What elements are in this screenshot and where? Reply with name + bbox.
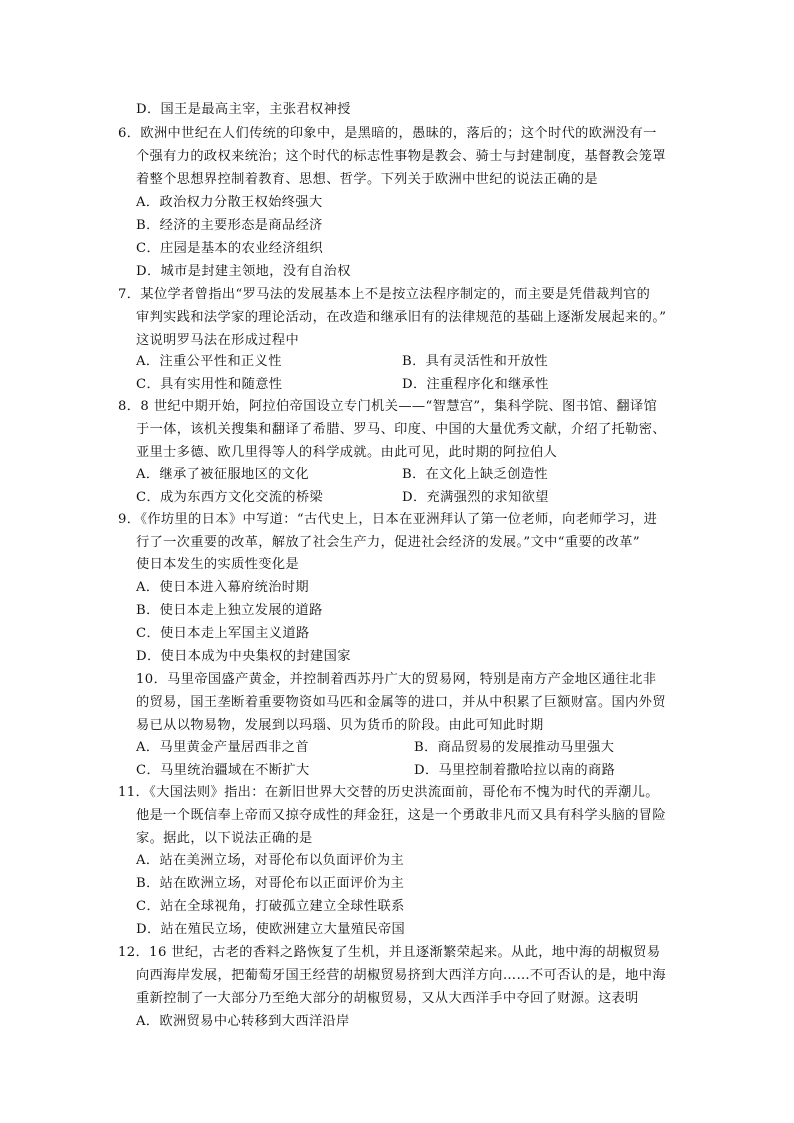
q8-stem-line-1: 8．8 世纪中期开始，阿拉伯帝国设立专门机关——“智慧宫”，集科学院、图书馆、翻译馆: [118, 399, 658, 414]
q7-option-b: B．具有灵活性和开放性: [402, 354, 548, 369]
q10-stem-line-2: 的贸易，国王垄断着重要物资如马匹和金属等的进口，并从中积累了巨额财富。国内外贸: [136, 695, 666, 710]
q9-option-a: A．使日本进入幕府统治时期: [136, 580, 309, 595]
q11-option-a: A．站在美洲立场，对哥伦布以负面评价为主: [136, 853, 405, 868]
q11-option-d: D．站在殖民立场，使欧洲建立大量殖民帝国: [136, 922, 406, 937]
q7-option-c: C．具有实用性和随意性: [136, 377, 283, 392]
q12-option-a: A．欧洲贸易中心转移到大西洋沿岸: [136, 1014, 350, 1029]
q6-option-b: B．经济的主要形态是商品经济: [136, 218, 323, 233]
q9-option-c: C．使日本走上军国主义道路: [136, 626, 310, 641]
q8-stem-line-3: 亚里士多德、欧几里得等人的科学成就。由此可见，此时期的阿拉伯人: [136, 445, 558, 460]
q5-option-d: D．国王是最高主宰，主张君权神授: [136, 102, 351, 117]
q8-option-d: D．充满强烈的求知欲望: [402, 490, 549, 505]
q7-option-a: A．注重公平性和正义性: [136, 354, 282, 369]
q8-option-c: C．成为东西方文化交流的桥梁: [136, 490, 324, 505]
q11-option-b: B．站在欧洲立场，对哥伦布以正面评价为主: [136, 876, 405, 891]
q6-option-a: A．政治权力分散王权始终强大: [136, 195, 323, 210]
q12-stem-line-2: 向西海岸发展，把葡萄牙国王经营的胡椒贸易挤到大西洋方向……不可否认的是，地中海: [136, 968, 666, 983]
q12-stem-line-3: 重新控制了一大部分乃至绝大部分的胡椒贸易，又从大西洋手中夺回了财源。这表明: [136, 991, 639, 1006]
q10-option-c: C．马里统治疆域在不断扩大: [136, 763, 310, 778]
q11-stem-line-1: 11．《大国法则》指出：在新旧世界大交替的历史洪流面前，哥伦布不愧为时代的弄潮儿。: [118, 785, 659, 800]
q10-stem-line-1: 10．马里帝国盛产黄金，并控制着西苏丹广大的贸易网，特别是南方产金地区通往北非: [136, 672, 657, 687]
q7-stem-line-3: 这说明罗马法在形成过程中: [136, 333, 300, 348]
q6-option-c: C．庄园是基本的农业经济组织: [136, 241, 324, 256]
q6-option-d: D．城市是封建主领地，没有自治权: [136, 264, 351, 279]
q11-option-c: C．站在全球视角，打破孤立建立全球性联系: [136, 899, 405, 914]
q10-option-b: B．商品贸易的发展推动马里强大: [414, 740, 615, 755]
q11-stem-line-3: 家。据此，以下说法正确的是: [136, 831, 313, 846]
q12-stem-line-1: 12．16 世纪，古老的香料之路恢复了生机，并且逐渐繁荣起来。从此，地中海的胡椒贸易: [118, 945, 661, 960]
q7-stem-line-1: 7．某位学者曾指出“罗马法的发展基本上不是按立法程序制定的，而主要是凭借裁判官的: [118, 287, 651, 302]
q9-stem-line-3: 使日本发生的实质性变化是: [136, 557, 300, 572]
q7-stem-line-2: 审判实践和法学家的理论活动，在改造和继承旧有的法律规范的基础上逐渐发展起来的。”: [136, 310, 667, 325]
q11-stem-line-2: 他是一个既信奉上帝而又掠夺成性的拜金狂，这是一个勇敢非凡而又具有科学头脑的冒险: [136, 808, 666, 823]
q8-option-b: B．在文化上缺乏创造性: [402, 467, 548, 482]
q8-stem-line-2: 于一体，该机关搜集和翻译了希腊、罗马、印度、中国的大量优秀文献，介绍了托勒密、: [136, 422, 666, 437]
q9-option-b: B．使日本走上独立发展的道路: [136, 603, 323, 618]
q10-option-a: A．马里黄金产量居西非之首: [136, 740, 309, 755]
q9-option-d: D．使日本成为中央集权的封建国家: [136, 649, 351, 664]
q7-option-d: D．注重程序化和继承性: [402, 377, 549, 392]
q9-stem-line-2: 行了一次重要的改革，解放了社会生产力，促进社会经济的发展。”文中“重要的改革”: [136, 535, 640, 550]
q6-stem-line-2: 个强有力的政权来统治；这个时代的标志性事物是教会、骑士与封建制度，基督教会笼罩: [136, 149, 666, 164]
q10-stem-line-3: 易已从以物易物，发展到以玛瑙、贝为货币的阶段。由此可知此时期: [136, 718, 544, 733]
q9-stem-line-1: 9．《作坊里的日本》中写道：“古代史上，日本在亚洲拜认了第一位老师，向老师学习，进: [118, 512, 658, 527]
q10-option-d: D．马里控制着撒哈拉以南的商路: [414, 763, 616, 778]
q8-option-a: A．继承了被征服地区的文化: [136, 467, 309, 482]
q6-stem-line-3: 着整个思想界控制着教育、思想、哲学。下列关于欧洲中世纪的说法正确的是: [136, 172, 598, 187]
q6-stem-line-1: 6．欧洲中世纪在人们传统的印象中，是黑暗的，愚昧的，落后的；这个时代的欧洲没有一: [118, 126, 657, 141]
